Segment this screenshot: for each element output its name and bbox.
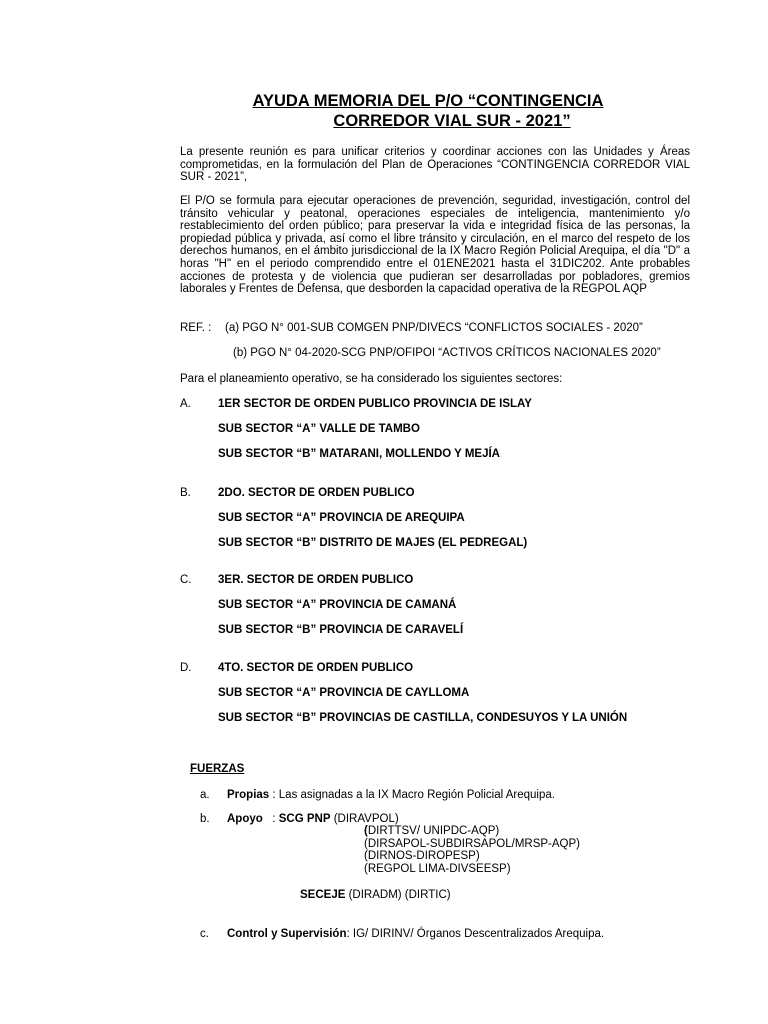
intro-paragraph: La presente reunión es para unificar criterios y coordinar acciones con las Unidades y Áreas comprometidas, en la formulación del Plan de Operaciones “CONTINGENCIA CORREDOR VIAL SUR - 2021”, xyxy=(180,146,690,184)
sub-sector-b: SUB SECTOR “B” PROVINCIAS DE CASTILLA, CONDESUYOS Y LA UNIÓN xyxy=(218,712,628,724)
document-title-line-1: AYUDA MEMORIA DEL P/O “CONTINGENCIA xyxy=(252,92,604,110)
propias-label: Propias xyxy=(227,789,270,801)
sub-sector-a: SUB SECTOR “A” PROVINCIA DE AREQUIPA xyxy=(218,512,465,524)
sub-sector-a: SUB SECTOR “A” VALLE DE TAMBO xyxy=(218,423,420,435)
sub-sector-a: SUB SECTOR “A” PROVINCIA DE CAMANÁ xyxy=(218,599,457,611)
control-text: : IG/ DIRINV/ Órganos Descentralizados Arequipa. xyxy=(346,928,605,940)
sector-letter: B. xyxy=(180,487,191,499)
apoyo-unit-entry: (DIRNOS-DIROPESP) xyxy=(364,850,480,863)
apoyo-unit-rest: (DIRAVPOL) xyxy=(330,813,399,825)
apoyo-separator: : xyxy=(262,813,279,825)
control-label: Control y Supervisión xyxy=(227,928,347,940)
seceje-label: SECEJE xyxy=(300,889,346,901)
sub-sector-a: SUB SECTOR “A” PROVINCIA DE CAYLLOMA xyxy=(218,687,470,699)
fuerzas-item-propias xyxy=(227,789,555,802)
apoyo-open-paren: ( xyxy=(364,825,368,837)
apoyo-unit-list xyxy=(364,825,580,875)
apoyo-unit-entry xyxy=(364,825,580,838)
fuerzas-item-letter: c. xyxy=(200,928,209,940)
fuerzas-item-control xyxy=(227,928,604,941)
fuerzas-heading: FUERZAS xyxy=(190,763,245,775)
apoyo-label: Apoyo xyxy=(227,813,263,825)
sector-letter: A. xyxy=(180,398,191,410)
ref-item-a: (a) PGO N° 001-SUB COMGEN PNP/DIVECS “CONFLICTOS SOCIALES - 2020” xyxy=(225,322,643,334)
propias-text: : Las asignadas a la IX Macro Región Policial Arequipa. xyxy=(269,789,555,801)
apoyo-unit-entry: (DIRSAPOL-SUBDIRSAPOL/MRSP-AQP) xyxy=(364,837,580,850)
document-title-line-2: CORREDOR VIAL SUR - 2021” xyxy=(333,112,571,130)
apoyo-unit-entry: (REGPOL LIMA-DIVSEESP) xyxy=(364,862,511,875)
sector-title: 3ER. SECTOR DE ORDEN PUBLICO xyxy=(218,574,414,586)
sub-sector-b: SUB SECTOR “B” PROVINCIA DE CARAVELÍ xyxy=(218,624,464,636)
purpose-paragraph: El P/O se formula para ejecutar operaciones de prevención, seguridad, investigación, control del tránsito vehicular y peatonal, operaciones especiales de inteligencia, mantenimiento y/o restablecimiento del orden público; para preservar la vida e integridad física de las personas, la propiedad pública y privada, así como el libre tránsito y circulación, en el marco del respeto de los derechos humanos, en el ámbito jurisdiccional de la IX Macro Región Policial Arequipa, el día "D" a horas "H" en el periodo comprendido entre el 01ENE2021 hasta el 31DIC202. Ante probables acciones de protesta y de violencia que pudieran ser desarrolladas por pobladores, gremios laborales y Frentes de Defensa, que desborden la capacidad operativa de la REGPOL AQP xyxy=(180,195,690,296)
apoyo-unit: SCG PNP xyxy=(278,813,331,825)
sub-sector-b: SUB SECTOR “B” MATARANI, MOLLENDO Y MEJÍA xyxy=(218,448,500,460)
apoyo-entry-text: DIRTTSV/ UNIPDC-AQP) xyxy=(367,825,500,837)
fuerzas-item-apoyo xyxy=(227,813,399,826)
fuerzas-item-letter: b. xyxy=(200,813,210,825)
seceje-line xyxy=(300,889,451,902)
ref-label: REF. : xyxy=(180,322,212,334)
ref-item-b: (b) PGO N° 04-2020-SCG PNP/OFIPOI “ACTIVOS CRÍTICOS NACIONALES 2020” xyxy=(233,347,661,359)
sector-title: 1ER SECTOR DE ORDEN PUBLICO PROVINCIA DE ISLAY xyxy=(218,398,532,410)
sectors-intro: Para el planeamiento operativo, se ha considerado los siguientes sectores: xyxy=(180,373,563,385)
sector-title: 2DO. SECTOR DE ORDEN PUBLICO xyxy=(218,487,415,499)
fuerzas-item-letter: a. xyxy=(200,789,210,801)
sub-sector-b: SUB SECTOR “B” DISTRITO DE MAJES (EL PEDREGAL) xyxy=(218,537,528,549)
seceje-text: (DIRADM) (DIRTIC) xyxy=(345,889,451,901)
sector-title: 4TO. SECTOR DE ORDEN PUBLICO xyxy=(218,662,414,674)
sector-letter: D. xyxy=(180,662,192,674)
sector-letter: C. xyxy=(180,574,192,586)
